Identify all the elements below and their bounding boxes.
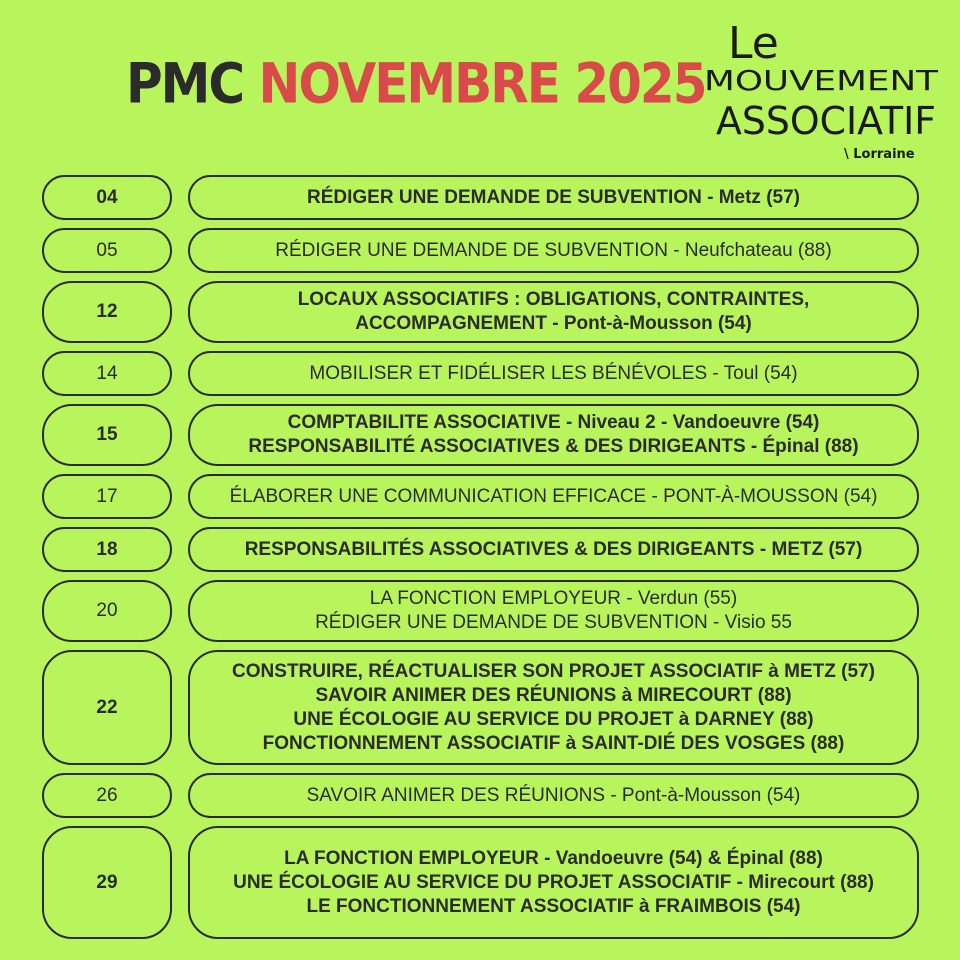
logo-line3: ASSOCIATIF bbox=[716, 99, 936, 143]
day-badge: 04 bbox=[42, 175, 172, 220]
logo-line2: MOUVEMENT bbox=[704, 64, 940, 97]
day-badge: 18 bbox=[42, 527, 172, 572]
event-box bbox=[188, 351, 919, 396]
day-badge: 20 bbox=[42, 580, 172, 642]
event-box bbox=[188, 281, 919, 343]
event-box bbox=[188, 650, 919, 765]
event-box bbox=[188, 404, 919, 466]
event-line: LA FONCTION EMPLOYEUR - Verdun (55) bbox=[369, 588, 738, 609]
event-line: SAVOIR ANIMER DES RÉUNIONS - Pont-à-Mousson (54) bbox=[306, 784, 801, 806]
event-line: LOCAUX ASSOCIATIFS : OBLIGATIONS, CONTRAINTES, bbox=[297, 289, 810, 310]
logo bbox=[700, 6, 950, 166]
event-line: ACCOMPAGNEMENT - Pont-à-Mousson (54) bbox=[355, 313, 752, 334]
day-badge: 29 bbox=[42, 826, 172, 939]
day-badge: 26 bbox=[42, 773, 172, 818]
day-badge: 14 bbox=[42, 351, 172, 396]
schedule-row bbox=[0, 773, 960, 818]
schedule-row bbox=[0, 474, 960, 519]
event-line: MOBILISER ET FIDÉLISER LES BÉNÉVOLES - Toul (54) bbox=[309, 362, 798, 384]
event-line: LA FONCTION EMPLOYEUR - Vandoeuvre (54) & Épinal (88) bbox=[284, 847, 823, 869]
event-box bbox=[188, 826, 919, 939]
logo-line1: Le bbox=[728, 18, 779, 69]
day-badge: 22 bbox=[42, 650, 172, 765]
event-line: SAVOIR ANIMER DES RÉUNIONS à MIRECOURT (88) bbox=[315, 684, 792, 706]
event-box bbox=[188, 474, 919, 519]
event-line: RESPONSABILITÉ ASSOCIATIVES & DES DIRIGEANTS - Épinal (88) bbox=[248, 436, 859, 457]
event-line: CONSTRUIRE, RÉACTUALISER SON PROJET ASSOCIATIF à METZ (57) bbox=[232, 660, 875, 682]
schedule-row bbox=[0, 580, 960, 642]
title-prefix: PMC bbox=[126, 52, 244, 116]
event-line: UNE ÉCOLOGIE AU SERVICE DU PROJET ASSOCIATIF - Mirecourt (88) bbox=[233, 871, 874, 893]
event-line: FONCTIONNEMENT ASSOCIATIF à SAINT-DIÉ DES VOSGES (88) bbox=[262, 732, 845, 754]
page-title bbox=[126, 52, 705, 116]
schedule-row bbox=[0, 826, 960, 939]
event-box bbox=[188, 773, 919, 818]
schedule-row bbox=[0, 527, 960, 572]
event-box bbox=[188, 228, 919, 273]
event-line: RESPONSABILITÉS ASSOCIATIVES & DES DIRIGEANTS - METZ (57) bbox=[244, 538, 863, 560]
schedule-row bbox=[0, 351, 960, 396]
schedule-row bbox=[0, 281, 960, 343]
day-badge: 17 bbox=[42, 474, 172, 519]
day-badge: 15 bbox=[42, 404, 172, 466]
event-line: LE FONCTIONNEMENT ASSOCIATIF à FRAIMBOIS (54) bbox=[306, 895, 801, 917]
event-box bbox=[188, 580, 919, 642]
event-line: ÉLABORER UNE COMMUNICATION EFFICACE - PONT-À-MOUSSON (54) bbox=[229, 485, 878, 507]
event-line: COMPTABILITE ASSOCIATIVE - Niveau 2 - Vandoeuvre (54) bbox=[287, 412, 820, 433]
day-badge: 12 bbox=[42, 281, 172, 343]
event-line: RÉDIGER UNE DEMANDE DE SUBVENTION - Neufchateau (88) bbox=[275, 239, 832, 261]
event-box bbox=[188, 527, 919, 572]
schedule-row bbox=[0, 228, 960, 273]
event-line: RÉDIGER UNE DEMANDE DE SUBVENTION - Visio 55 bbox=[315, 612, 792, 633]
schedule-row bbox=[0, 650, 960, 765]
event-line: RÉDIGER UNE DEMANDE DE SUBVENTION - Metz (57) bbox=[307, 186, 800, 208]
schedule-row bbox=[0, 175, 960, 220]
event-box bbox=[188, 175, 919, 220]
logo-region: \ Lorraine bbox=[844, 147, 915, 162]
event-line: UNE ÉCOLOGIE AU SERVICE DU PROJET à DARNEY (88) bbox=[293, 708, 814, 730]
day-badge: 05 bbox=[42, 228, 172, 273]
title-month: NOVEMBRE 2025 bbox=[258, 52, 706, 116]
schedule-row bbox=[0, 404, 960, 466]
